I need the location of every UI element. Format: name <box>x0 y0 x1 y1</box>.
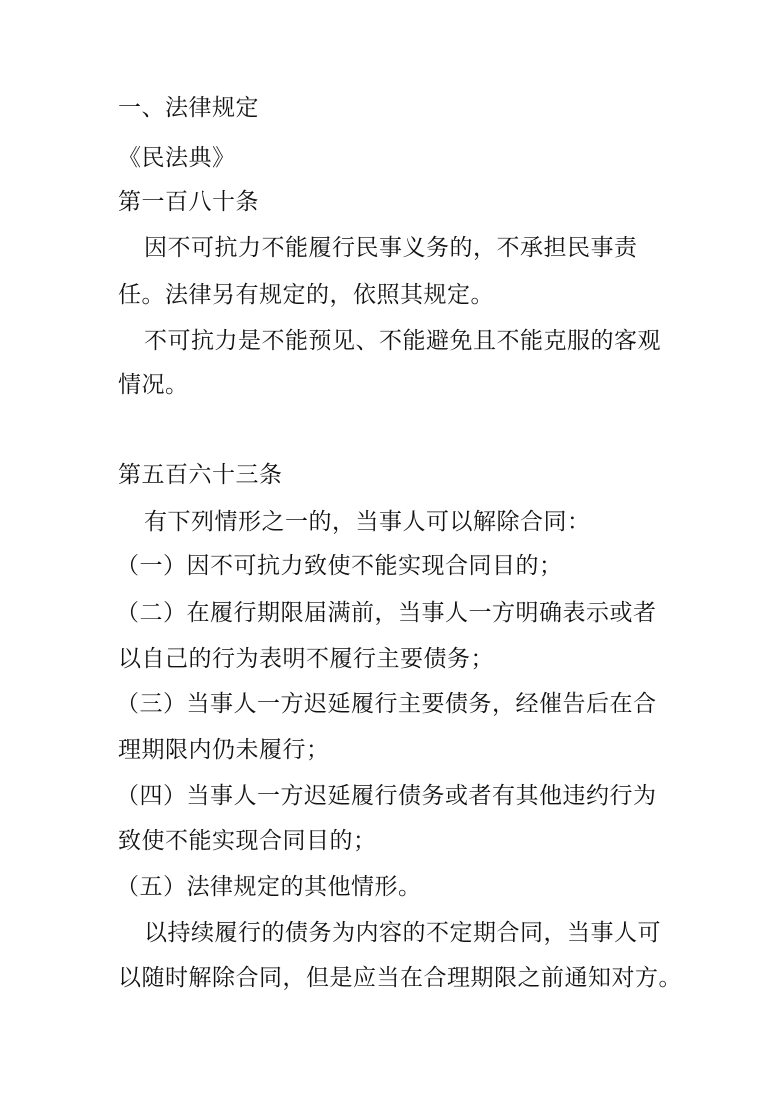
article-563-para-line2: 以随时解除合同，但是应当在合理期限之前通知对方。 <box>118 965 682 991</box>
article-563-item2-line2: 以自己的行为表明不履行主要债务； <box>118 646 494 672</box>
article-180-para1-line2: 任。法律另有规定的，依照其规定。 <box>118 282 494 308</box>
section-heading: 一、法律规定 <box>118 95 259 121</box>
article-563-intro: 有下列情形之一的，当事人可以解除合同： <box>144 509 591 535</box>
article-180-title: 第一百八十条 <box>118 189 259 215</box>
article-563-item4-line2: 致使不能实现合同目的； <box>118 828 377 854</box>
article-180-para2-line2: 情况。 <box>118 372 189 398</box>
law-title: 《民法典》 <box>118 145 236 171</box>
article-563-item3-line2: 理期限内仍未履行； <box>118 737 330 763</box>
article-563-item4-line1: （四）当事人一方迟延履行债务或者有其他违约行为 <box>116 783 657 809</box>
article-180-para1-line1: 因不可抗力不能履行民事义务的，不承担民事责 <box>144 235 638 261</box>
article-563-item2-line1: （二）在履行期限届满前，当事人一方明确表示或者 <box>116 600 657 626</box>
article-563-item5: （五）法律规定的其他情形。 <box>116 874 422 900</box>
article-563-para-line1: 以持续履行的债务为内容的不定期合同，当事人可 <box>144 920 661 946</box>
article-180-para2-line1: 不可抗力是不能预见、不能避免且不能克服的客观 <box>144 328 661 354</box>
article-563-item3-line1: （三）当事人一方迟延履行主要债务，经催告后在合 <box>116 691 657 717</box>
article-563-title: 第五百六十三条 <box>118 462 283 488</box>
article-563-item1: （一）因不可抗力致使不能实现合同目的； <box>116 553 563 579</box>
